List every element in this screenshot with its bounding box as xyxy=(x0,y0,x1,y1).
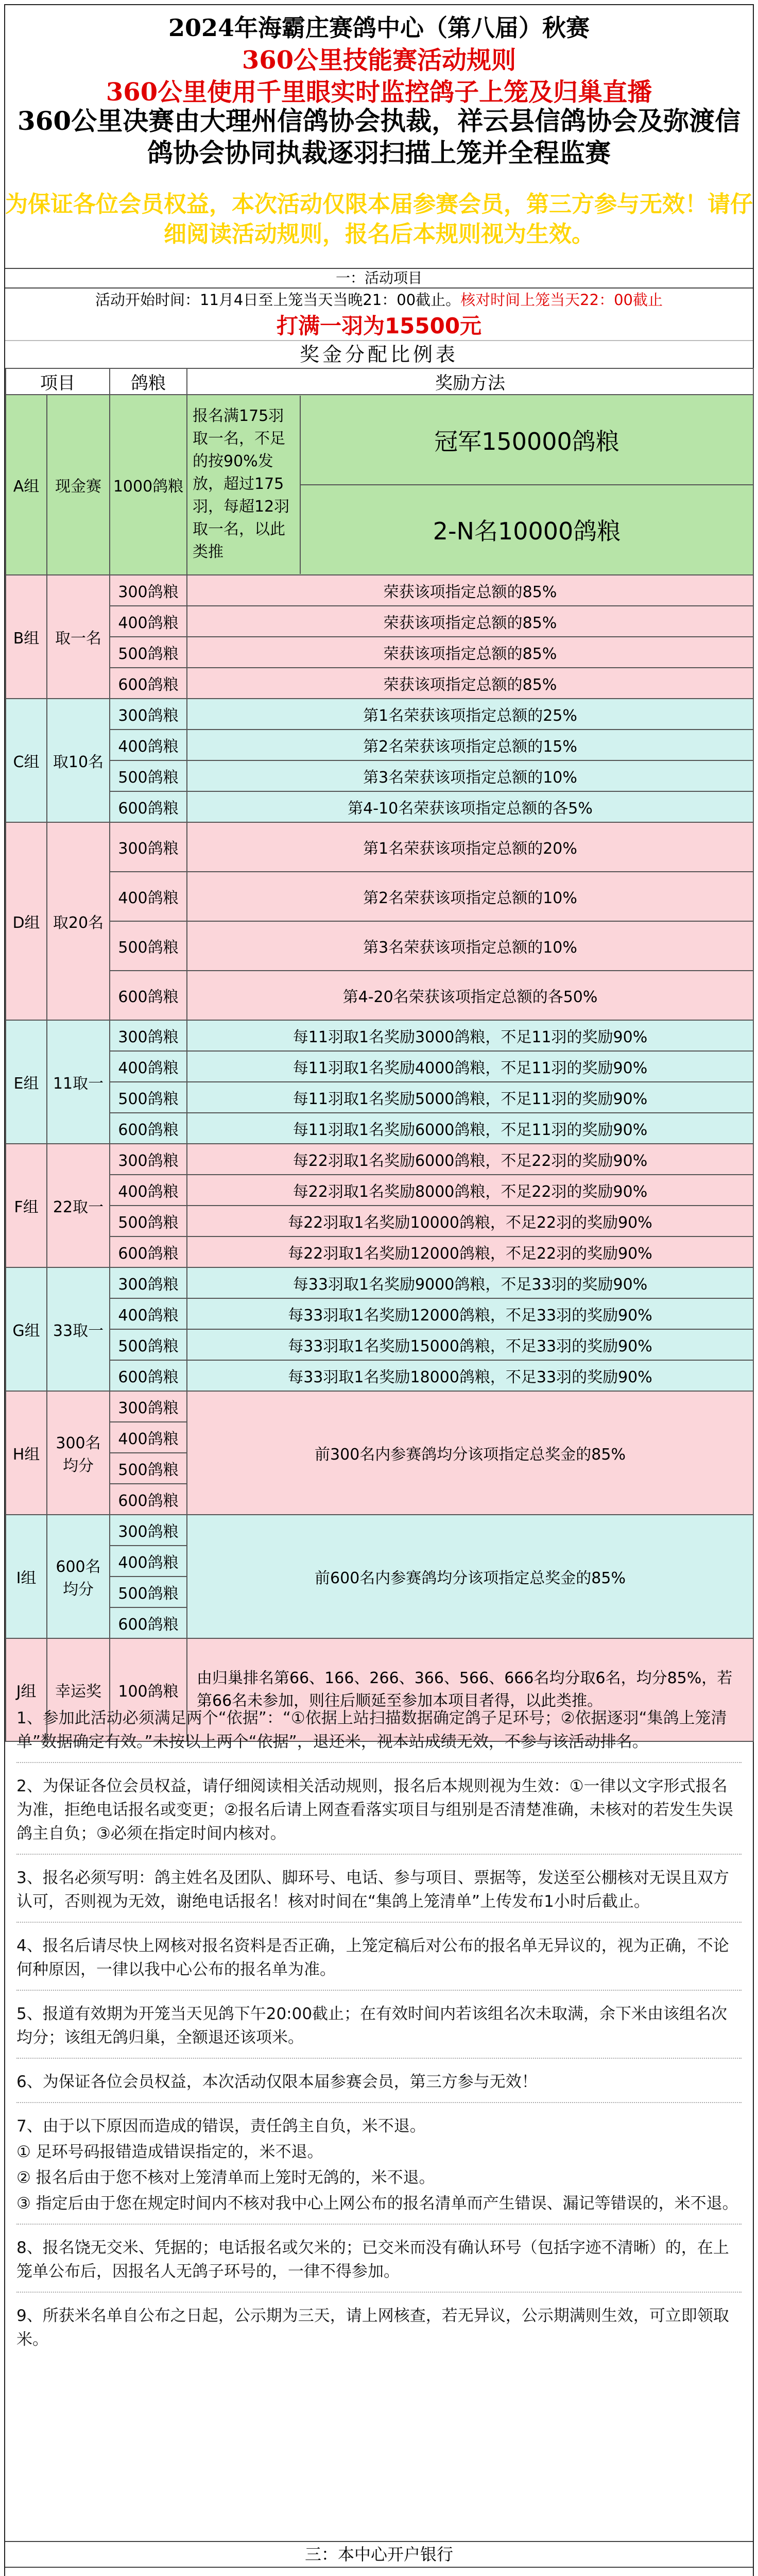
live-notice: 360公里使用千里眼实时监控鸽子上笼及归巢直播 xyxy=(106,78,652,107)
table-row xyxy=(6,1360,753,1391)
feed-cell: 500鸽粮 xyxy=(110,1082,187,1113)
rule-item: 7、由于以下原因而造成的错误，责任鸽主自负，米不退。 xyxy=(16,2117,426,2136)
table-row xyxy=(6,1298,753,1329)
award-cell: 每33羽取1名奖励9000鸽粮，不足33羽的奖励90% xyxy=(187,1267,753,1298)
group-name: 取20名 xyxy=(47,822,110,1020)
award-cell: 前300名内参赛鸽均分该项指定总奖金的85% xyxy=(187,1391,753,1515)
feed-cell: 100鸽粮 xyxy=(110,1638,187,1741)
feed-cell: 400鸽粮 xyxy=(110,1175,187,1206)
award-cell: 荣获该项指定总额的85% xyxy=(187,575,753,606)
award-cell: 第4-20名荣获该项指定总额的各50% xyxy=(187,971,753,1020)
award-cell: 荣获该项指定总额的85% xyxy=(187,637,753,668)
feed-cell: 500鸽粮 xyxy=(110,1329,187,1360)
group-label: I组 xyxy=(6,1515,47,1638)
feed-cell: 300鸽粮 xyxy=(110,1144,187,1175)
table-row xyxy=(6,1051,753,1082)
table-row xyxy=(6,971,753,1020)
feed-cell: 600鸽粮 xyxy=(110,1113,187,1144)
distribution-table-title: 奖金分配比例表 xyxy=(5,341,753,369)
award-cell: 每33羽取1名奖励15000鸽粮，不足33羽的奖励90% xyxy=(187,1329,753,1360)
group-label: F组 xyxy=(6,1144,47,1267)
activity-time xyxy=(5,287,753,312)
award-cell: 第4-10名荣获该项指定总额的各5% xyxy=(187,791,753,822)
member-notice: 为保证各位会员权益，本次活动仅限本届参赛会员，第三方参与无效！请仔细阅读活动规则，报名后本规则视为生效。 xyxy=(5,191,753,247)
award-cell: 荣获该项指定总额的85% xyxy=(187,668,753,699)
group-label: A组 xyxy=(6,395,47,575)
header-method: 奖励方法 xyxy=(187,368,753,395)
section-activity-title: 一：活动项目 xyxy=(5,268,753,289)
group-name: 300名均分 xyxy=(47,1391,110,1515)
award-cell: 每22羽取1名奖励6000鸽粮，不足22羽的奖励90% xyxy=(187,1144,753,1175)
table-row xyxy=(6,699,753,730)
award-cell: 每11羽取1名奖励5000鸽粮，不足11羽的奖励90% xyxy=(187,1082,753,1113)
referee-notice: 360公里决赛由大理州信鸽协会执裁，祥云县信鸽协会及弥渡信鸽协会协同执裁逐羽扫描上笼并全程监赛 xyxy=(17,106,741,168)
rule-item: 6、为保证各位会员权益，本次活动仅限本届参赛会员，第三方参与无效！ xyxy=(16,2070,742,2103)
feed-cell: 600鸽粮 xyxy=(110,971,187,1020)
table-header-row xyxy=(6,368,753,395)
award-cell: 第1名荣获该项指定总额的25% xyxy=(187,699,753,730)
feed-cell: 400鸽粮 xyxy=(110,1422,187,1453)
table-row xyxy=(6,1020,753,1051)
feed-cell: 500鸽粮 xyxy=(110,760,187,791)
header-project: 项目 xyxy=(6,368,110,395)
feed-cell: 600鸽粮 xyxy=(110,1607,187,1638)
rules-list xyxy=(5,1706,753,2371)
table-row xyxy=(6,668,753,699)
award-cell: 每33羽取1名奖励18000鸽粮，不足33羽的奖励90% xyxy=(187,1360,753,1391)
award-cell: 每11羽取1名奖励6000鸽粮，不足11羽的奖励90% xyxy=(187,1113,753,1144)
group-name: 600名均分 xyxy=(47,1515,110,1638)
rule-item: 3、报名必须写明：鸽主姓名及团队、脚环号、电话、参与项目、票据等，发送至公棚核对无误且双方认可，否则视为无效，谢绝电话报名！核对时间在“集鸽上笼清单”上传发布1小时后截止。 xyxy=(16,1866,742,1923)
group-label: G组 xyxy=(6,1267,47,1391)
award-cell: 每33羽取1名奖励12000鸽粮，不足33羽的奖励90% xyxy=(187,1298,753,1329)
group-label: J组 xyxy=(6,1638,47,1741)
group-label: H组 xyxy=(6,1391,47,1515)
feed-cell: 300鸽粮 xyxy=(110,1391,187,1422)
award-cell: 由归巢排名第66、166、266、366、566、666名均分取6名，均分85%，若第66名未参加，则往后顺延至参加本项目者得，以此类推。 xyxy=(187,1638,753,1741)
activity-start-text: 活动开始时间：11月4日至上笼当天当晚21：00截止。 xyxy=(95,291,461,309)
feed-cell: 500鸽粮 xyxy=(110,1577,187,1607)
rule-subitem: ③ 指定后由于您在规定时间内不核对我中心上网公布的报名清单而产生错误、漏记等错误的，米不退。 xyxy=(16,2192,742,2225)
feed-cell: 400鸽粮 xyxy=(110,872,187,921)
table-row xyxy=(6,1391,753,1422)
group-name: 33取一 xyxy=(47,1267,110,1391)
table-row xyxy=(6,1236,753,1267)
feed-cell: 300鸽粮 xyxy=(110,822,187,872)
table-row xyxy=(6,395,753,575)
table-row xyxy=(6,791,753,822)
award-cell: 第3名荣获该项指定总额的10% xyxy=(187,921,753,971)
rule-item: 5、报道有效期为开笼当天见鸽下午20:00截止；在有效时间内若该组名次未取满，余下米由该组名次均分；该组无鸽归巢，全额退还该项米。 xyxy=(16,2002,742,2059)
feed-cell: 600鸽粮 xyxy=(110,1484,187,1515)
rule-item: 4、报名后请尽快上网核对报名资料是否正确，上笼定稿后对公布的报名单无异议的，视为正确，不论何种原因，一律以我中心公布的报名单为准。 xyxy=(16,1934,742,1991)
header-feed: 鸽粮 xyxy=(110,368,187,395)
feed-cell: 400鸽粮 xyxy=(110,1546,187,1577)
feed-cell: 300鸽粮 xyxy=(110,1515,187,1546)
rule-subitem: ① 足环号码报错造成错误指定的，米不退。 xyxy=(16,2143,323,2161)
group-name: 11取一 xyxy=(47,1020,110,1144)
prize-table xyxy=(5,368,754,1742)
group-name: 现金赛 xyxy=(47,395,110,575)
a-group-desc: 报名满175羽取一名，不足的按90%发放，超过175羽，每超12羽取一名，以此类推 xyxy=(187,396,301,574)
table-row xyxy=(6,822,753,872)
feed-cell: 1000鸽粮 xyxy=(110,395,187,575)
bank-section-title: 三：本中心开户银行 xyxy=(5,2541,753,2568)
award-cell: 第2名荣获该项指定总额的15% xyxy=(187,730,753,760)
award-cell: 第2名荣获该项指定总额的10% xyxy=(187,872,753,921)
table-row xyxy=(6,872,753,921)
rules-title: 360公里技能赛活动规则 xyxy=(242,46,516,75)
feed-cell: 300鸽粮 xyxy=(110,699,187,730)
feed-cell: 600鸽粮 xyxy=(110,668,187,699)
table-row xyxy=(6,1329,753,1360)
feed-cell: 400鸽粮 xyxy=(110,730,187,760)
award-cell: 第3名荣获该项指定总额的10% xyxy=(187,760,753,791)
award-cell: 每11羽取1名奖励4000鸽粮，不足11羽的奖励90% xyxy=(187,1051,753,1082)
a-champion-prize: 冠军150000鸽粮 xyxy=(301,396,753,485)
table-row xyxy=(6,760,753,791)
rule-item: 2、为保证各位会员权益，请仔细阅读相关活动规则，报名后本规则视为生效：①一律以文字形式报名为准，拒绝电话报名或变更；②报名后请上网查看落实项目与组别是否清楚准确，未核对的若发生失误鸽主自负；③必须在指定时间内核对。 xyxy=(16,1774,742,1855)
award-cell: 每22羽取1名奖励10000鸽粮，不足22羽的奖励90% xyxy=(187,1206,753,1236)
feed-cell: 400鸽粮 xyxy=(110,1051,187,1082)
feed-cell: 500鸽粮 xyxy=(110,1453,187,1484)
rule-subitem: ② 报名后由于您不核对上笼清单而上笼时无鸽的，米不退。 xyxy=(16,2168,435,2187)
award-cell: 每22羽取1名奖励12000鸽粮，不足22羽的奖励90% xyxy=(187,1236,753,1267)
rule-item: 8、报名饶无交米、凭据的；电话报名或欠米的；已交米而没有确认环号（包括字迹不清晰）的，在上笼单公布后，因报名人无鸽子环号的，一律不得参加。 xyxy=(16,2236,742,2293)
full-prize: 打满一羽为15500元 xyxy=(5,312,753,341)
table-row xyxy=(6,606,753,637)
group-label: B组 xyxy=(6,575,47,699)
group-label: E组 xyxy=(6,1020,47,1144)
feed-cell: 500鸽粮 xyxy=(110,921,187,971)
group-name: 幸运奖 xyxy=(47,1638,110,1741)
feed-cell: 500鸽粮 xyxy=(110,1206,187,1236)
feed-cell: 400鸽粮 xyxy=(110,1298,187,1329)
feed-cell: 600鸽粮 xyxy=(110,791,187,822)
feed-cell: 500鸽粮 xyxy=(110,637,187,668)
award-cell: 每11羽取1名奖励3000鸽粮，不足11羽的奖励90% xyxy=(187,1020,753,1051)
table-row xyxy=(6,1144,753,1175)
table-row xyxy=(6,1206,753,1236)
page-title: 2024年海霸庄赛鸽中心（第八届）秋赛 xyxy=(168,14,590,42)
feed-cell: 300鸽粮 xyxy=(110,1267,187,1298)
table-row xyxy=(6,730,753,760)
award-cell: 第1名荣获该项指定总额的20% xyxy=(187,822,753,872)
rule-item: 1、参加此活动必须满足两个“依据”：“①依据上站扫描数据确定鸽子足环号；②依据逐羽“集鸽上笼清单”数据确定有效。”未按以上两个“依据”，退还米，视本站成绩无效，不参与该活动排名。 xyxy=(16,1706,742,1763)
group-name: 取一名 xyxy=(47,575,110,699)
table-row xyxy=(6,575,753,606)
award-cell: 荣获该项指定总额的85% xyxy=(187,606,753,637)
table-row xyxy=(6,1515,753,1546)
feed-cell: 400鸽粮 xyxy=(110,606,187,637)
feed-cell: 600鸽粮 xyxy=(110,1236,187,1267)
feed-cell: 300鸽粮 xyxy=(110,1020,187,1051)
a-runner-prize: 2-N名10000鸽粮 xyxy=(433,517,621,545)
table-row xyxy=(6,1113,753,1144)
table-row xyxy=(6,1082,753,1113)
award-cell: 每22羽取1名奖励8000鸽粮，不足22羽的奖励90% xyxy=(187,1175,753,1206)
feed-cell: 600鸽粮 xyxy=(110,1360,187,1391)
group-label: D组 xyxy=(6,822,47,1020)
rule-item: 9、所获米名单自公布之日起，公示期为三天，请上网核查，若无异议，公示期满则生效，可立即领取米。 xyxy=(16,2307,729,2349)
check-deadline-text: 核对时间上笼当天22：00截止 xyxy=(460,291,663,309)
table-row xyxy=(6,1175,753,1206)
group-name: 取10名 xyxy=(47,699,110,822)
table-row xyxy=(6,637,753,668)
group-label: C组 xyxy=(6,699,47,822)
feed-cell: 300鸽粮 xyxy=(110,575,187,606)
award-cell: 前600名内参赛鸽均分该项指定总奖金的85% xyxy=(187,1515,753,1638)
group-name: 22取一 xyxy=(47,1144,110,1267)
table-row xyxy=(6,921,753,971)
table-row xyxy=(6,1267,753,1298)
